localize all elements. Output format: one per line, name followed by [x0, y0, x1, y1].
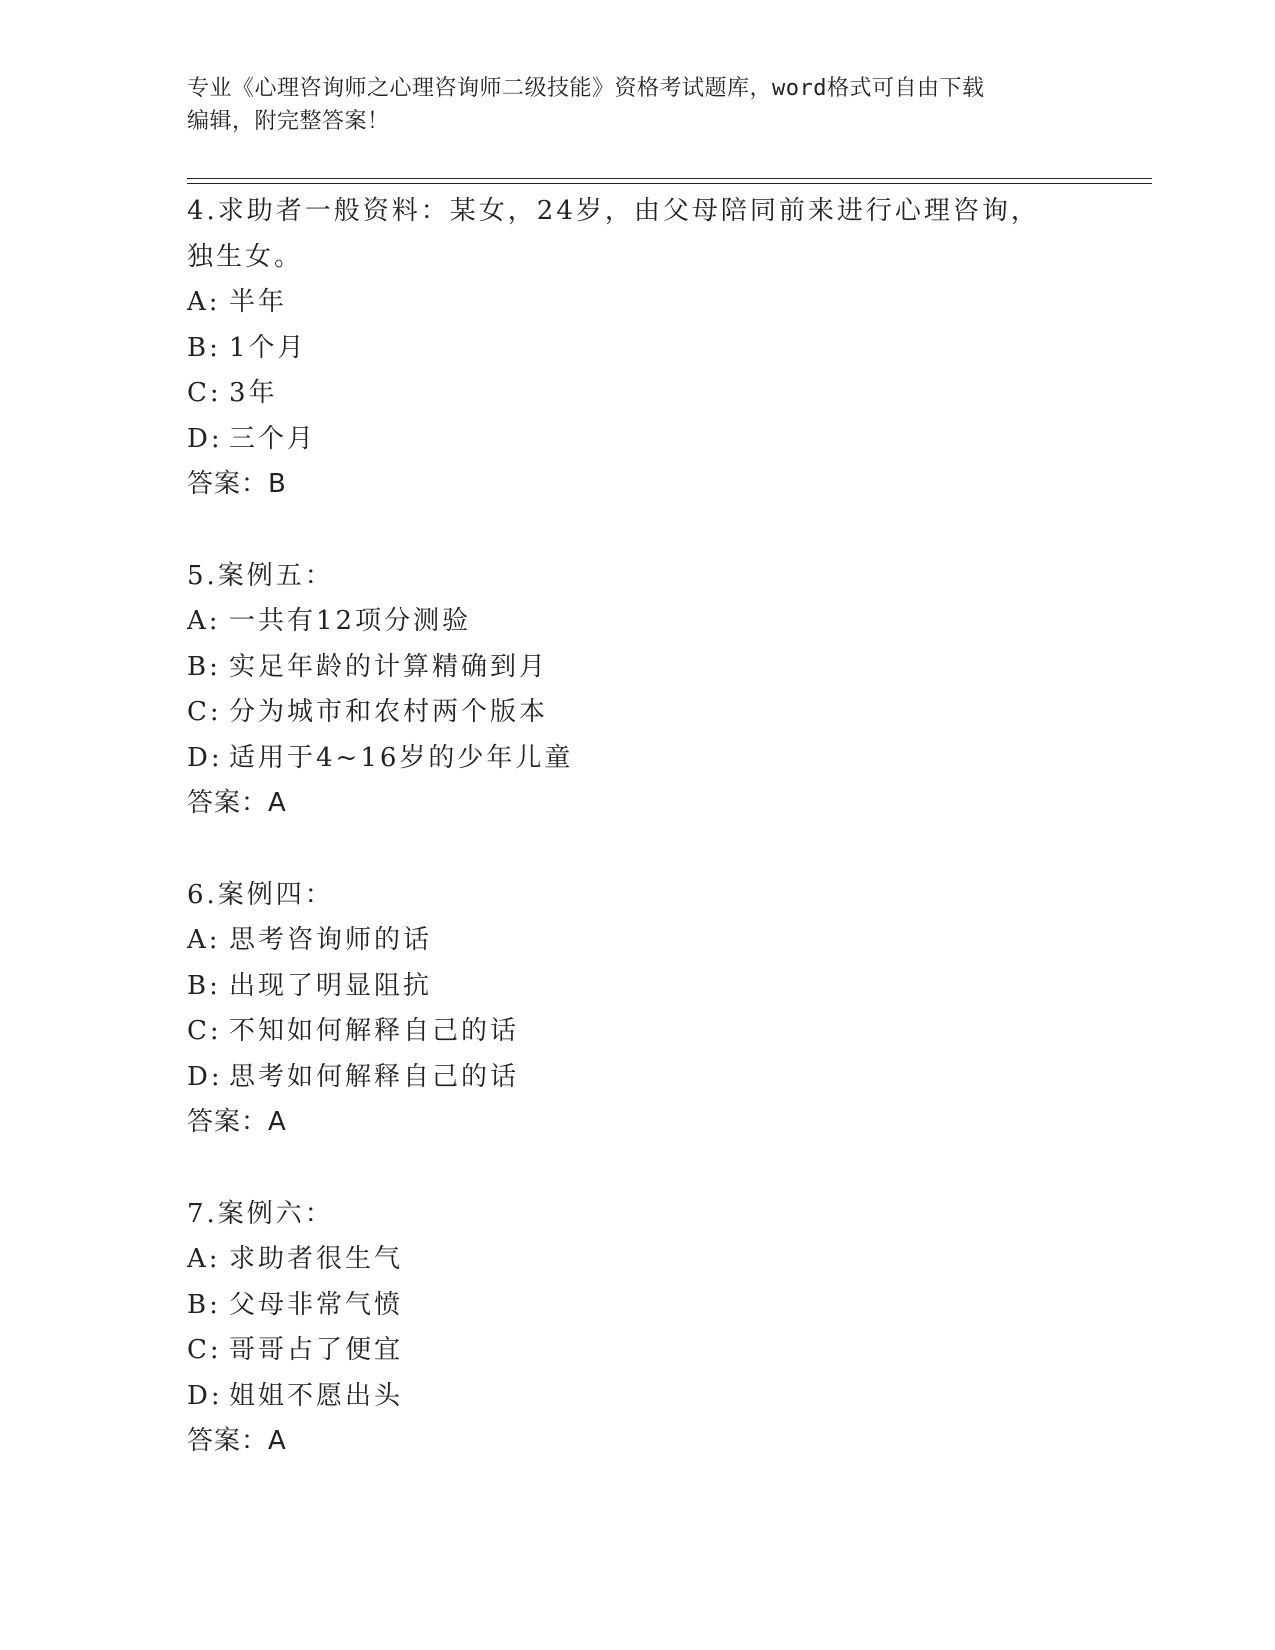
option-text: 思考咨询师的话 — [229, 925, 433, 955]
option-c — [187, 1009, 1087, 1055]
option-letter: C: — [187, 1335, 222, 1365]
question-5 — [187, 553, 1087, 827]
option-c — [187, 371, 1087, 417]
option-text: 出现了明显阻抗 — [229, 970, 433, 1001]
answer-line: 答案：A — [187, 788, 287, 818]
option-letter: D: — [187, 423, 223, 454]
option-a — [187, 280, 1087, 326]
option-text: 求助者很生气 — [229, 1244, 404, 1274]
option-a — [187, 918, 1087, 964]
option-letter: A: — [187, 1244, 221, 1274]
question-4 — [187, 188, 1087, 508]
option-text: 不知如何解释自己的话 — [229, 1016, 520, 1046]
option-text: 半年 — [229, 287, 288, 317]
option-letter: A: — [187, 287, 221, 317]
question-7 — [187, 1191, 1087, 1465]
question-stem: 4.求助者一般资料：某女，24岁，由父母陪同前来进行心理咨询，独生女。 — [187, 196, 1040, 272]
option-b — [187, 1283, 1087, 1329]
option-a — [187, 1237, 1087, 1283]
option-c — [187, 690, 1087, 736]
option-text: 1个月 — [229, 332, 307, 363]
question-stem: 5.案例五： — [187, 561, 334, 591]
option-text: 实足年龄的计算精确到月 — [229, 651, 549, 682]
option-d — [187, 736, 1087, 782]
option-a — [187, 599, 1087, 645]
option-letter: B: — [187, 332, 221, 363]
option-b — [187, 326, 1087, 372]
answer-line: 答案：A — [187, 1107, 287, 1137]
option-text: 适用于4~16岁的少年儿童 — [229, 742, 574, 773]
option-text: 姐姐不愿出头 — [229, 1380, 404, 1411]
option-text: 3年 — [229, 378, 278, 408]
option-d — [187, 417, 1087, 463]
option-letter: B: — [187, 1289, 221, 1320]
answer-line: 答案：A — [187, 1426, 287, 1456]
answer-line: 答案：B — [187, 469, 287, 499]
option-d — [187, 1374, 1087, 1420]
option-letter: C: — [187, 378, 222, 408]
option-letter: A: — [187, 606, 221, 636]
option-c — [187, 1328, 1087, 1374]
option-letter: C: — [187, 1016, 222, 1046]
option-letter: C: — [187, 697, 222, 727]
option-d — [187, 1055, 1087, 1101]
question-stem: 7.案例六： — [187, 1199, 334, 1229]
question-6 — [187, 872, 1087, 1146]
option-letter: B: — [187, 970, 221, 1001]
option-text: 三个月 — [229, 423, 317, 454]
option-letter: B: — [187, 651, 221, 682]
header-line-2: 编辑，附完整答案！ — [187, 109, 390, 134]
header-line-1: 专业《心理咨询师之心理咨询师二级技能》资格考试题库，word格式可自由下载 — [187, 76, 985, 101]
option-letter: D: — [187, 742, 223, 773]
option-text: 分为城市和农村两个版本 — [229, 697, 549, 727]
option-text: 父母非常气愤 — [229, 1289, 404, 1320]
option-letter: D: — [187, 1380, 223, 1411]
question-stem: 6.案例四： — [187, 880, 334, 910]
option-text: 哥哥占了便宜 — [229, 1335, 404, 1365]
header-divider-bottom — [187, 183, 1152, 184]
document-header — [187, 72, 1067, 138]
option-letter: A: — [187, 925, 221, 955]
option-text: 思考如何解释自己的话 — [229, 1061, 520, 1092]
option-letter: D: — [187, 1061, 223, 1092]
option-b — [187, 964, 1087, 1010]
option-b — [187, 645, 1087, 691]
option-text: 一共有12项分测验 — [229, 606, 472, 636]
header-divider-top — [187, 178, 1152, 179]
